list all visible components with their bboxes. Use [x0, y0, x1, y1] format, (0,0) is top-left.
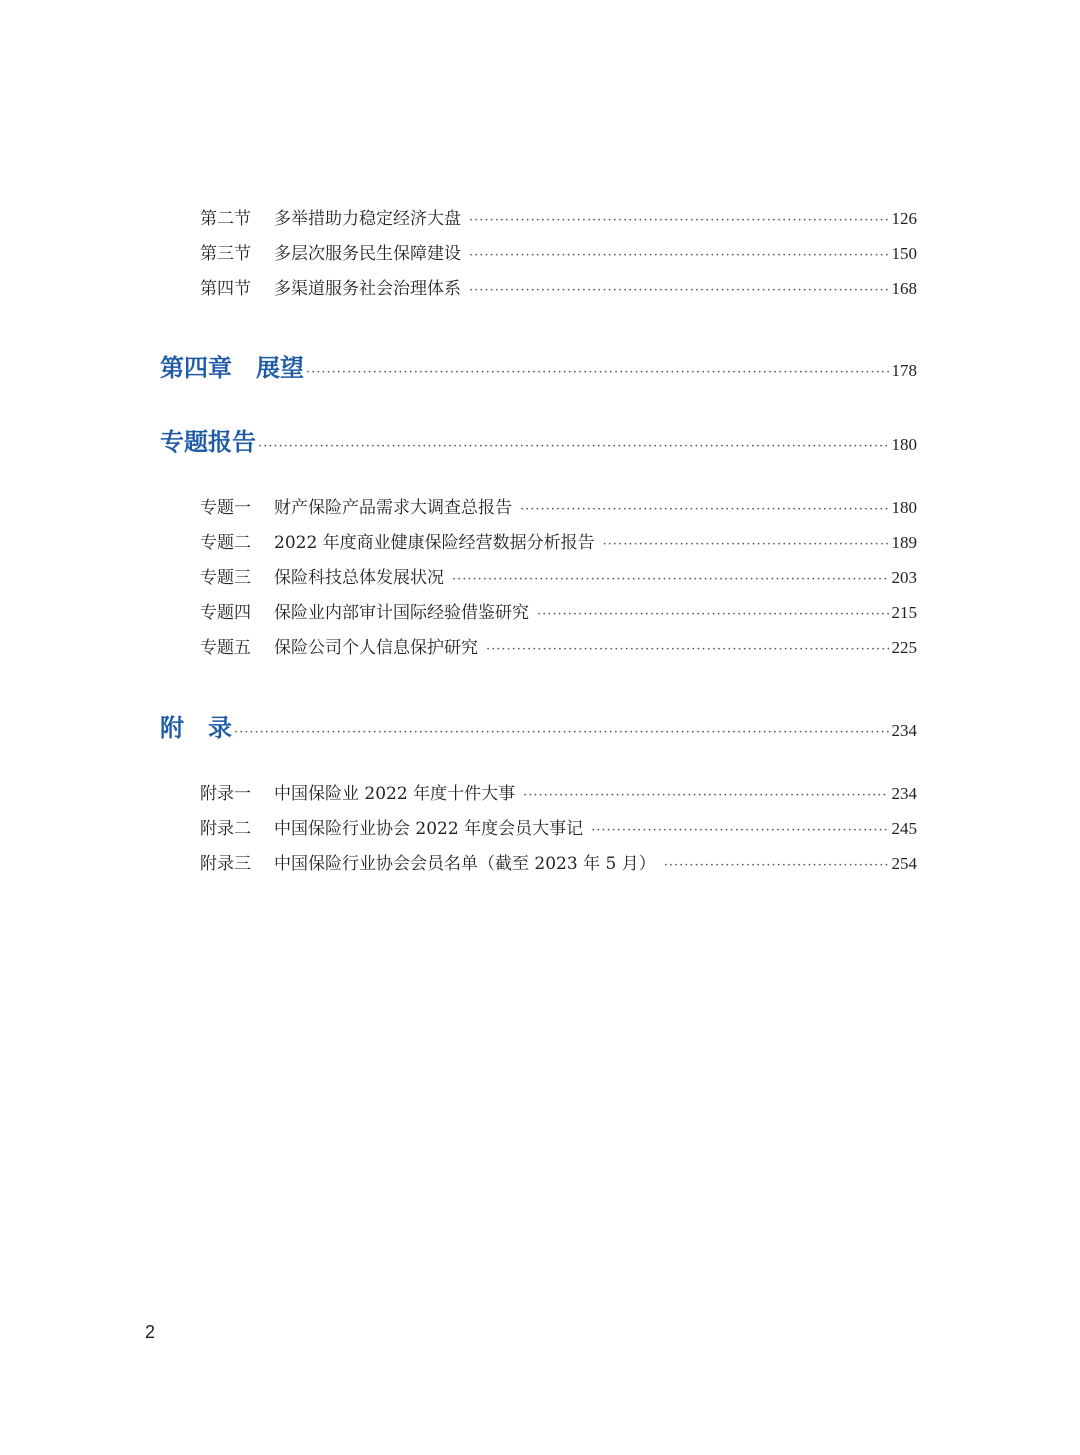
dot-leader	[234, 725, 889, 740]
toc-entry-section-3[interactable]	[200, 242, 917, 268]
entry-title: 保险公司个人信息保护研究	[274, 638, 478, 658]
entry-title: 保险业内部审计国际经验借鉴研究	[274, 603, 529, 623]
entry-title: 中国保险行业协会会员名单（截至 2023 年 5 月）	[274, 854, 656, 874]
dot-leader	[523, 784, 888, 808]
chapter-page-number: 178	[891, 361, 917, 380]
toc-entry-section-2[interactable]	[200, 207, 917, 233]
entry-page-number: 203	[891, 568, 917, 587]
dot-leader	[469, 209, 889, 233]
entry-title: 多举措助力稳定经济大盘	[274, 209, 461, 229]
entry-label: 附录三	[200, 854, 251, 874]
entry-page-number: 215	[891, 603, 917, 622]
entry-label: 第三节	[200, 244, 251, 264]
entry-page-number: 254	[891, 854, 917, 873]
toc-entry-appendix-3[interactable]	[200, 852, 917, 878]
toc-special-reports[interactable]	[160, 422, 917, 457]
dot-leader	[258, 439, 889, 454]
toc-entry-special-3[interactable]	[200, 566, 917, 592]
entry-label: 专题二	[200, 533, 251, 553]
toc-entry-special-5[interactable]	[200, 636, 917, 662]
page-number: 2	[145, 1322, 156, 1342]
entry-page-number: 245	[891, 819, 917, 838]
entry-page-number: 225	[891, 638, 917, 657]
entry-label: 第四节	[200, 279, 251, 299]
dot-leader	[537, 603, 889, 627]
entry-title: 中国保险业 2022 年度十件大事	[274, 784, 516, 804]
entry-label: 附录二	[200, 819, 251, 839]
entry-label: 专题一	[200, 498, 251, 518]
entry-title: 2022 年度商业健康保险经营数据分析报告	[274, 533, 595, 553]
entry-page-number: 180	[891, 498, 917, 517]
entry-title: 多渠道服务社会治理体系	[274, 279, 461, 299]
entry-title: 中国保险行业协会 2022 年度会员大事记	[274, 819, 584, 839]
entry-label: 专题三	[200, 568, 251, 588]
toc-entry-special-4[interactable]	[200, 601, 917, 627]
entry-page-number: 150	[891, 244, 917, 263]
entry-title: 财产保险产品需求大调查总报告	[274, 498, 512, 518]
appendix-page-number: 234	[891, 721, 917, 740]
toc-entry-appendix-1[interactable]	[200, 782, 917, 808]
toc-entry-section-4[interactable]	[200, 277, 917, 303]
entry-page-number: 234	[891, 784, 917, 803]
entry-label: 专题五	[200, 638, 251, 658]
entry-title: 保险科技总体发展状况	[274, 568, 444, 588]
dot-leader	[469, 244, 889, 268]
chapter-title: 第四章 展望	[160, 354, 304, 382]
entry-page-number: 126	[891, 209, 917, 228]
toc-entry-special-2[interactable]	[200, 531, 917, 557]
dot-leader	[306, 365, 889, 380]
toc-chapter-4[interactable]	[160, 348, 917, 383]
dot-leader	[603, 533, 889, 557]
entry-label: 附录一	[200, 784, 251, 804]
special-reports-page-number: 180	[891, 435, 917, 454]
dot-leader	[486, 638, 889, 662]
toc-appendix[interactable]	[160, 708, 917, 743]
toc-entry-appendix-2[interactable]	[200, 817, 917, 843]
dot-leader	[664, 854, 889, 878]
dot-leader	[452, 568, 889, 592]
entry-title: 多层次服务民生保障建设	[274, 244, 461, 264]
toc-entry-special-1[interactable]	[200, 496, 917, 522]
appendix-title: 附 录	[160, 714, 232, 742]
special-reports-title: 专题报告	[160, 428, 256, 456]
dot-leader	[591, 819, 888, 843]
dot-leader	[469, 279, 889, 303]
entry-label: 专题四	[200, 603, 251, 623]
entry-label: 第二节	[200, 209, 251, 229]
entry-page-number: 168	[891, 279, 917, 298]
dot-leader	[520, 498, 889, 522]
entry-page-number: 189	[891, 533, 917, 552]
